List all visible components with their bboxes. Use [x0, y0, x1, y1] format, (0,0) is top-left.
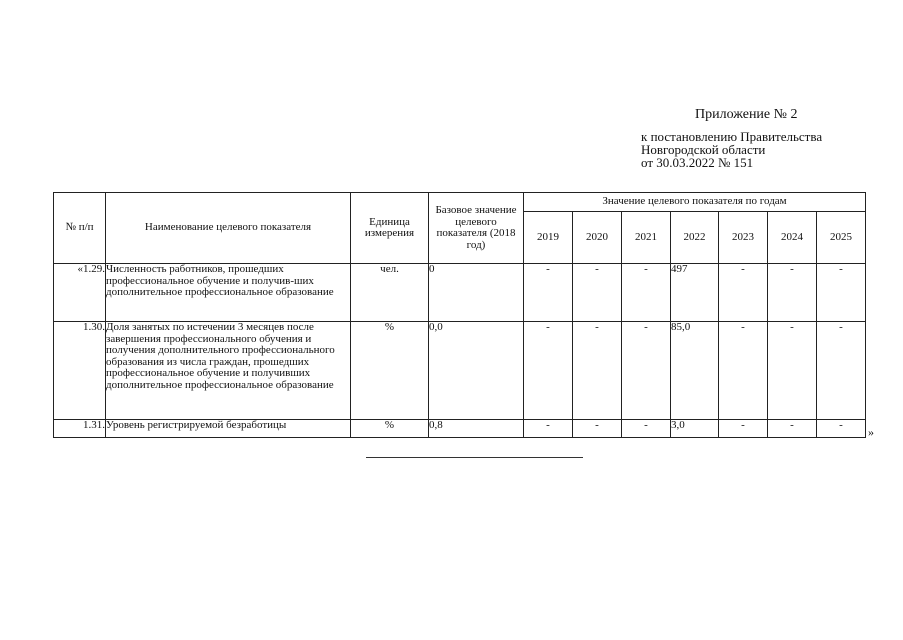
year-value: - — [719, 420, 768, 438]
year-value: - — [768, 420, 817, 438]
year-value: - — [524, 420, 573, 438]
closing-quote: » — [868, 425, 874, 439]
indicator-name: Уровень регистрируемой безработицы — [106, 420, 351, 438]
header-year: 2022 — [671, 212, 719, 264]
table-row — [54, 420, 866, 438]
header-name: Наименование целевого показателя — [106, 193, 351, 264]
header-year: 2024 — [768, 212, 817, 264]
header-line-region: Новгородской области — [641, 142, 766, 157]
year-value: - — [817, 264, 866, 322]
header-year: 2020 — [573, 212, 622, 264]
table-row — [54, 322, 866, 420]
row-number: «1.29. — [54, 264, 106, 322]
year-value: - — [573, 322, 622, 420]
row-number: 1.30. — [54, 322, 106, 420]
target-indicators-table — [53, 192, 866, 438]
indicator-name: Численность работников, прошедших профессиональное обучение и получив-ших дополнительное профессиональное образование — [106, 264, 351, 322]
year-value: - — [817, 420, 866, 438]
header-line-resolution: к постановлению Правительства — [641, 129, 823, 144]
document-header — [641, 108, 891, 169]
indicator-base-value: 0 — [429, 264, 524, 322]
header-year: 2021 — [622, 212, 671, 264]
header-line-date: от 30.03.2022 № 151 — [641, 155, 754, 170]
year-value: - — [573, 264, 622, 322]
indicator-name: Доля занятых по истечении 3 месяцев после завершения профессионального обучения и получения дополнительного профессионального образования из числа граждан, прошедших профессиональное обучение и получивших дополнительное профессиональное образование — [106, 322, 351, 420]
year-value: - — [817, 322, 866, 420]
row-number: 1.31. — [54, 420, 106, 438]
year-value: 85,0 — [671, 322, 719, 420]
header-years-group: Значение целевого показателя по годам — [524, 193, 866, 212]
header-year: 2023 — [719, 212, 768, 264]
year-value: - — [524, 264, 573, 322]
header-year: 2019 — [524, 212, 573, 264]
year-value: - — [768, 322, 817, 420]
year-value: - — [719, 264, 768, 322]
indicator-base-value: 0,8 — [429, 420, 524, 438]
indicator-base-value: 0,0 — [429, 322, 524, 420]
year-value: - — [573, 420, 622, 438]
year-value: 497 — [671, 264, 719, 322]
year-value: 3,0 — [671, 420, 719, 438]
header-num: № п/п — [54, 193, 106, 264]
header-year: 2025 — [817, 212, 866, 264]
end-divider-line — [366, 457, 583, 458]
table-row — [54, 264, 866, 322]
year-value: - — [622, 264, 671, 322]
year-value: - — [719, 322, 768, 420]
year-value: - — [622, 322, 671, 420]
header-unit: Единица измерения — [351, 193, 429, 264]
header-base-value: Базовое значение целевого показателя (2018 год) — [429, 193, 524, 264]
year-value: - — [768, 264, 817, 322]
appendix-title: Приложение № 2 — [695, 107, 798, 122]
indicator-unit: чел. — [351, 264, 429, 322]
year-value: - — [622, 420, 671, 438]
indicator-unit: % — [351, 420, 429, 438]
indicator-unit: % — [351, 322, 429, 420]
year-value: - — [524, 322, 573, 420]
